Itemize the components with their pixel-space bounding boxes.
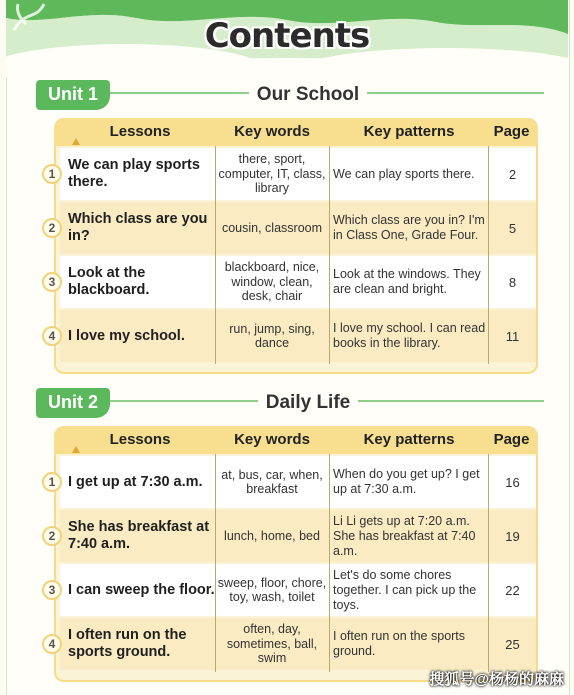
lesson-number: 4: [42, 326, 62, 346]
unit-1-table: [48, 118, 538, 374]
key-patterns: Look at the windows. They are clean and bright.: [333, 267, 481, 296]
key-words: often, day, sometimes, ball, swim: [226, 622, 318, 666]
table-row: [48, 456, 536, 508]
lesson-title: She has breakfast at 7:40 a.m.: [68, 519, 210, 552]
header-lessons: Lessons: [109, 431, 171, 448]
key-patterns: Which class are you in? I'm in Class One, Grade Four.: [333, 213, 485, 242]
table-row: [48, 510, 536, 562]
key-words: sweep, floor, chore, toy, wash, toilet: [217, 575, 327, 604]
column-divider: [329, 146, 330, 364]
key-words: at, bus, car, when, breakfast: [221, 467, 323, 496]
lesson-number: 2: [42, 218, 62, 238]
lesson-title: Which class are you in?: [68, 211, 208, 244]
table-row: [48, 202, 536, 254]
unit-2-name: [36, 392, 544, 414]
table-header: [54, 426, 538, 454]
header-key-words: Key words: [234, 123, 310, 140]
unit-1-name-text: Our School: [249, 84, 367, 105]
unit-2-table: [48, 426, 538, 682]
lesson-number: 3: [42, 272, 62, 292]
key-patterns: We can play sports there.: [333, 166, 475, 181]
unit-2-tag: Unit 2: [36, 388, 110, 418]
triangle-icon: [72, 446, 80, 453]
page-number: 11: [505, 328, 520, 344]
key-words: there, sport, computer, IT, class, library: [218, 152, 326, 196]
unit-1-name: [36, 84, 544, 106]
table-row: [48, 148, 536, 200]
table-row: [48, 564, 536, 616]
key-words: lunch, home, bed: [224, 528, 320, 543]
page-title: Contents: [204, 16, 370, 56]
table-header: [54, 118, 538, 146]
column-divider: [329, 454, 330, 672]
table-row: [48, 618, 536, 670]
unit-2-header: [36, 388, 544, 420]
watermark: 搜狐号@杨杨的麻麻: [429, 671, 564, 688]
header-key-words: Key words: [234, 431, 310, 448]
header-page: Page: [493, 123, 530, 140]
lesson-title: I get up at 7:30 a.m.: [68, 473, 203, 490]
unit-1-tag: Unit 1: [36, 80, 110, 110]
table-row: [48, 256, 536, 308]
key-patterns: I love my school. I can read books in the library.: [333, 321, 486, 350]
page-number: 8: [508, 274, 517, 290]
lesson-title: We can play sports there.: [68, 157, 200, 190]
header-page: Page: [493, 431, 530, 448]
column-divider: [215, 146, 216, 364]
table-row: [48, 310, 536, 362]
lesson-title: I can sweep the floor.: [68, 581, 215, 598]
lesson-number: 1: [42, 472, 62, 492]
lesson-number: 2: [42, 526, 62, 546]
page-number: 5: [508, 220, 517, 236]
header-key-patterns: Key patterns: [363, 431, 455, 448]
key-words: run, jump, sing, dance: [229, 321, 315, 350]
lesson-title: I love my school.: [68, 327, 185, 344]
column-divider: [488, 454, 489, 672]
lesson-number: 4: [42, 634, 62, 654]
unit-1-header: [36, 80, 544, 112]
contents-banner: [6, 0, 568, 78]
column-divider: [215, 454, 216, 672]
lesson-title: I often run on the sports ground.: [68, 627, 187, 660]
header-key-patterns: Key patterns: [363, 123, 455, 140]
page-number: 19: [505, 528, 520, 544]
key-patterns: Let's do some chores together. I can pick up the toys.: [333, 567, 477, 612]
key-patterns: I often run on the sports ground.: [333, 629, 466, 658]
key-patterns: Li Li gets up at 7:20 a.m. She has breakfast at 7:40 a.m.: [333, 513, 476, 558]
header-lessons: Lessons: [109, 123, 171, 140]
lesson-number: 1: [42, 164, 62, 184]
triangle-icon: [72, 138, 80, 145]
page-number: 16: [505, 474, 520, 490]
column-divider: [488, 146, 489, 364]
page-number: 25: [505, 636, 520, 652]
lesson-title: Look at the blackboard.: [68, 265, 150, 298]
lesson-number: 3: [42, 580, 62, 600]
page-number: 22: [505, 582, 520, 598]
page-number: 2: [508, 166, 517, 182]
key-words: cousin, classroom: [221, 220, 323, 235]
key-patterns: When do you get up? I get up at 7:30 a.m.: [333, 467, 480, 496]
unit-2-name-text: Daily Life: [258, 392, 358, 413]
key-words: blackboard, nice, window, clean, desk, chair: [224, 260, 320, 304]
